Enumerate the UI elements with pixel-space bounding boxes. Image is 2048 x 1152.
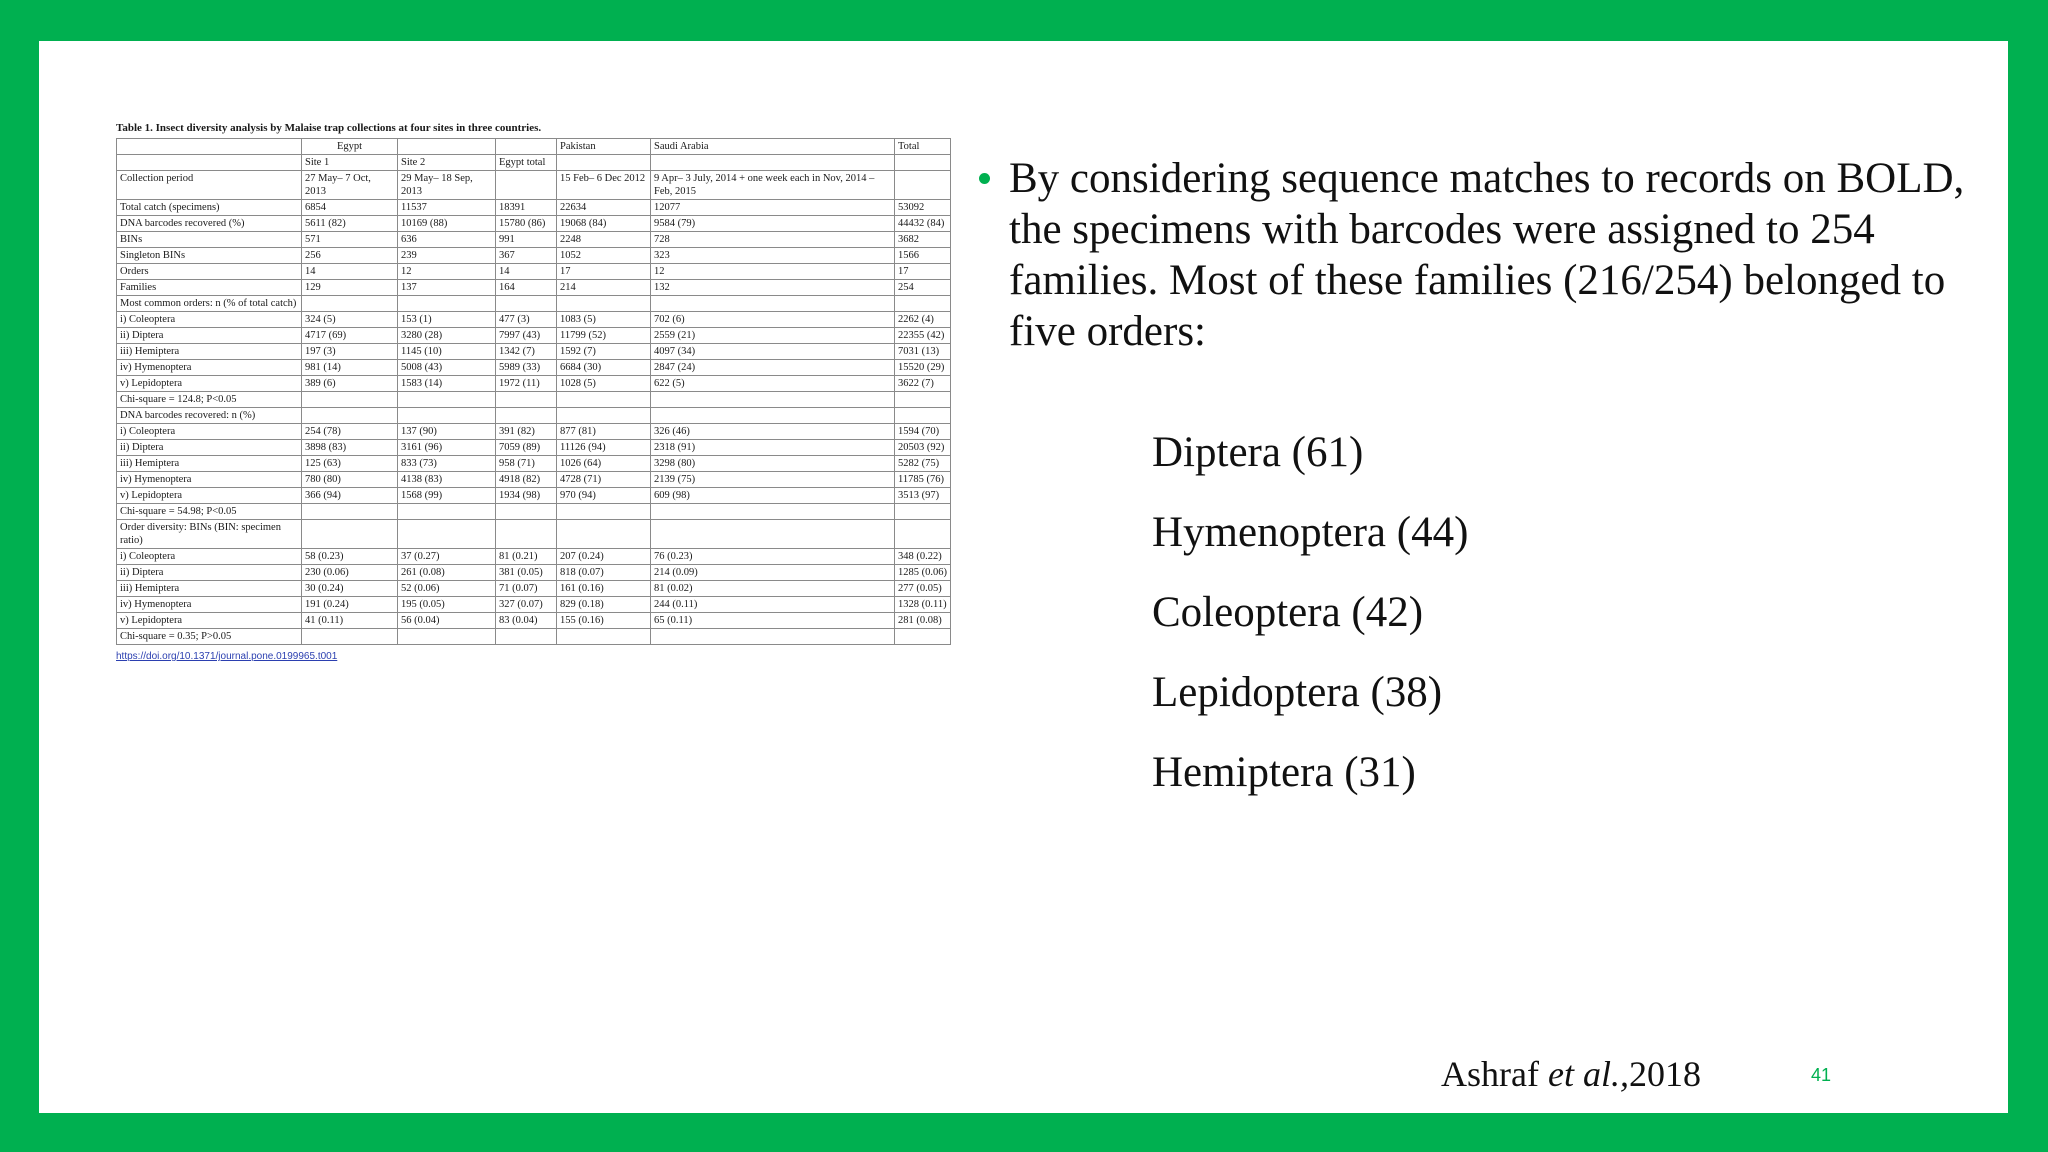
table-cell: 991 [496, 232, 557, 248]
table-cell: 818 (0.07) [557, 565, 651, 581]
table-cell [302, 296, 398, 312]
order-item: Lepidoptera (38) [1152, 669, 1443, 716]
table-cell: 15780 (86) [496, 216, 557, 232]
table-cell: 81 (0.02) [651, 581, 895, 597]
table-row [117, 312, 951, 328]
bullet-point [979, 153, 1979, 357]
table-cell: 2139 (75) [651, 472, 895, 488]
table-cell: 20503 (92) [895, 440, 951, 456]
table-row-label: DNA barcodes recovered: n (%) [117, 408, 302, 424]
table-cell: 3280 (28) [398, 328, 496, 344]
table-cell: 52 (0.06) [398, 581, 496, 597]
table-cell: 381 (0.05) [496, 565, 557, 581]
table-cell [496, 520, 557, 549]
table-cell [895, 171, 951, 200]
table-cell [398, 296, 496, 312]
table-cell: 3622 (7) [895, 376, 951, 392]
table-cell [557, 392, 651, 408]
table-row [117, 139, 951, 155]
table-cell: 4097 (34) [651, 344, 895, 360]
table-cell: 1583 (14) [398, 376, 496, 392]
table-cell [302, 408, 398, 424]
table-cell: 7031 (13) [895, 344, 951, 360]
table-cell: 622 (5) [651, 376, 895, 392]
table-cell: 44432 (84) [895, 216, 951, 232]
table-cell: 2318 (91) [651, 440, 895, 456]
table-cell: 76 (0.23) [651, 549, 895, 565]
table-cell [651, 392, 895, 408]
table-row [117, 360, 951, 376]
table-row [117, 344, 951, 360]
table-row-label: Collection period [117, 171, 302, 200]
table-row [117, 376, 951, 392]
table-row-label [117, 139, 302, 155]
table-row [117, 328, 951, 344]
table-cell [651, 504, 895, 520]
table-cell: 10169 (88) [398, 216, 496, 232]
table-cell: 71 (0.07) [496, 581, 557, 597]
table-cell: 1342 (7) [496, 344, 557, 360]
table-cell: 4918 (82) [496, 472, 557, 488]
table-cell: 571 [302, 232, 398, 248]
table-cell: 366 (94) [302, 488, 398, 504]
table-row [117, 248, 951, 264]
table-row [117, 629, 951, 645]
table-cell: Egypt [302, 139, 398, 155]
table-cell [496, 629, 557, 645]
table-cell: 11785 (76) [895, 472, 951, 488]
table-row-label: iii) Hemiptera [117, 456, 302, 472]
table-cell [398, 392, 496, 408]
table-cell: 230 (0.06) [302, 565, 398, 581]
table-cell: 56 (0.04) [398, 613, 496, 629]
table-cell: 6854 [302, 200, 398, 216]
table-cell [895, 520, 951, 549]
table-cell: 1145 (10) [398, 344, 496, 360]
table-cell: 22634 [557, 200, 651, 216]
table-cell [496, 504, 557, 520]
table-row-label: DNA barcodes recovered (%) [117, 216, 302, 232]
table-cell: Total [895, 139, 951, 155]
table-cell [496, 392, 557, 408]
table-cell: 14 [302, 264, 398, 280]
table-cell: 41 (0.11) [302, 613, 398, 629]
table-cell: 728 [651, 232, 895, 248]
order-item: Hemiptera (31) [1152, 749, 1416, 796]
table-row-label: Total catch (specimens) [117, 200, 302, 216]
table-cell: 256 [302, 248, 398, 264]
table-cell: 389 (6) [302, 376, 398, 392]
table-cell [557, 504, 651, 520]
table-cell: 5989 (33) [496, 360, 557, 376]
table-cell: 348 (0.22) [895, 549, 951, 565]
table-cell: 877 (81) [557, 424, 651, 440]
table-cell: 37 (0.27) [398, 549, 496, 565]
table-cell: 833 (73) [398, 456, 496, 472]
order-item: Coleoptera (42) [1152, 589, 1424, 636]
table-row-label: ii) Diptera [117, 565, 302, 581]
table-row-label: Chi-square = 54.98; P<0.05 [117, 504, 302, 520]
table-row [117, 581, 951, 597]
table-cell: 195 (0.05) [398, 597, 496, 613]
table-row [117, 280, 951, 296]
table-row-label: Orders [117, 264, 302, 280]
table-cell: 780 (80) [302, 472, 398, 488]
table-cell: 323 [651, 248, 895, 264]
table-cell: 1328 (0.11) [895, 597, 951, 613]
table-cell: 4138 (83) [398, 472, 496, 488]
table-cell [895, 629, 951, 645]
table-cell: Site 2 [398, 155, 496, 171]
table-cell: 326 (46) [651, 424, 895, 440]
table-cell: 3513 (97) [895, 488, 951, 504]
table-cell: 27 May– 7 Oct, 2013 [302, 171, 398, 200]
table-row [117, 264, 951, 280]
citation-year: 2018 [1628, 1054, 1701, 1094]
table-cell: 22355 (42) [895, 328, 951, 344]
table-cell: 161 (0.16) [557, 581, 651, 597]
table-cell [895, 296, 951, 312]
order-item: Diptera (61) [1152, 429, 1364, 476]
table-cell [895, 155, 951, 171]
table-cell [398, 520, 496, 549]
table-cell [302, 629, 398, 645]
table-cell [557, 408, 651, 424]
table-caption: Table 1. Insect diversity analysis by Malaise trap collections at four sites in three countries. [116, 122, 542, 134]
table-cell [557, 155, 651, 171]
page-number: 41 [1811, 1065, 1832, 1085]
table-cell: 6684 (30) [557, 360, 651, 376]
table-cell [651, 155, 895, 171]
table-cell: 125 (63) [302, 456, 398, 472]
order-item: Hymenoptera (44) [1152, 509, 1469, 556]
table-doi-link[interactable]: https://doi.org/10.1371/journal.pone.0199965.t001 [116, 651, 338, 662]
table-row [117, 171, 951, 200]
insect-diversity-table [116, 138, 951, 645]
table-cell: 970 (94) [557, 488, 651, 504]
table-row [117, 392, 951, 408]
table-cell: 65 (0.11) [651, 613, 895, 629]
table-cell: 15520 (29) [895, 360, 951, 376]
table-cell: 155 (0.16) [557, 613, 651, 629]
table-row [117, 424, 951, 440]
table-row [117, 613, 951, 629]
table-cell [557, 296, 651, 312]
table-cell: Site 1 [302, 155, 398, 171]
table-cell: 5282 (75) [895, 456, 951, 472]
table-cell: 19068 (84) [557, 216, 651, 232]
table-row-label: ii) Diptera [117, 440, 302, 456]
table-cell: 164 [496, 280, 557, 296]
table-row-label: i) Coleoptera [117, 312, 302, 328]
table-cell: 1566 [895, 248, 951, 264]
table-cell: 132 [651, 280, 895, 296]
table-cell: 3298 (80) [651, 456, 895, 472]
bullet-dot-icon [979, 173, 990, 184]
table-image [116, 122, 991, 662]
table-cell: 18391 [496, 200, 557, 216]
table-row-label [117, 155, 302, 171]
table-cell: 3161 (96) [398, 440, 496, 456]
table-cell: 197 (3) [302, 344, 398, 360]
table-row [117, 597, 951, 613]
table-cell: 239 [398, 248, 496, 264]
table-cell [895, 504, 951, 520]
table-cell: 58 (0.23) [302, 549, 398, 565]
table-cell: 137 (90) [398, 424, 496, 440]
table-row-label: i) Coleoptera [117, 424, 302, 440]
table-cell: 83 (0.04) [496, 613, 557, 629]
table-cell [398, 408, 496, 424]
citation-author: Ashraf [1441, 1054, 1548, 1094]
table-cell: Pakistan [557, 139, 651, 155]
table-cell: 1285 (0.06) [895, 565, 951, 581]
table-cell: 214 [557, 280, 651, 296]
table-cell [398, 139, 496, 155]
table-row-label: v) Lepidoptera [117, 376, 302, 392]
table-row [117, 200, 951, 216]
table-cell: 81 (0.21) [496, 549, 557, 565]
table-cell: 1934 (98) [496, 488, 557, 504]
table-cell: 702 (6) [651, 312, 895, 328]
table-row-label: iv) Hymenoptera [117, 472, 302, 488]
table-cell: 981 (14) [302, 360, 398, 376]
table-row-label: BINs [117, 232, 302, 248]
table-cell: 1052 [557, 248, 651, 264]
table-cell: 254 [895, 280, 951, 296]
table-row-label: iii) Hemiptera [117, 344, 302, 360]
table-cell: 53092 [895, 200, 951, 216]
table-cell: 12077 [651, 200, 895, 216]
table-row [117, 504, 951, 520]
table-cell: 4717 (69) [302, 328, 398, 344]
table-row [117, 216, 951, 232]
table-cell [651, 520, 895, 549]
table-cell: 12 [651, 264, 895, 280]
table-row [117, 155, 951, 171]
table-row [117, 549, 951, 565]
table-row-label: Chi-square = 0.35; P>0.05 [117, 629, 302, 645]
table-cell: 12 [398, 264, 496, 280]
table-cell: 191 (0.24) [302, 597, 398, 613]
table-row-label: Families [117, 280, 302, 296]
table-cell: 30 (0.24) [302, 581, 398, 597]
table-row-label: iii) Hemiptera [117, 581, 302, 597]
table-cell: 2847 (24) [651, 360, 895, 376]
table-cell: 11126 (94) [557, 440, 651, 456]
table-cell: 9584 (79) [651, 216, 895, 232]
table-cell: 1083 (5) [557, 312, 651, 328]
table-row [117, 488, 951, 504]
table-cell [398, 629, 496, 645]
table-row [117, 440, 951, 456]
table-cell: 11799 (52) [557, 328, 651, 344]
table-row-label: v) Lepidoptera [117, 613, 302, 629]
table-cell: 1594 (70) [895, 424, 951, 440]
table-cell: 1028 (5) [557, 376, 651, 392]
table-cell: 9 Apr– 3 July, 2014 + one week each in Nov, 2014 –Feb, 2015 [651, 171, 895, 200]
table-cell: 207 (0.24) [557, 549, 651, 565]
table-row-label: iv) Hymenoptera [117, 597, 302, 613]
table-cell: 15 Feb– 6 Dec 2012 [557, 171, 651, 200]
table-cell: 277 (0.05) [895, 581, 951, 597]
table-cell: 1592 (7) [557, 344, 651, 360]
table-cell: 2262 (4) [895, 312, 951, 328]
table-cell: 137 [398, 280, 496, 296]
table-cell: 327 (0.07) [496, 597, 557, 613]
table-cell: 214 (0.09) [651, 565, 895, 581]
table-cell [557, 629, 651, 645]
table-cell: 11537 [398, 200, 496, 216]
table-cell: 17 [557, 264, 651, 280]
table-cell: 244 (0.11) [651, 597, 895, 613]
slide [39, 41, 2008, 1113]
table-cell [895, 408, 951, 424]
table-cell [496, 408, 557, 424]
table-cell: Egypt total [496, 155, 557, 171]
table-row [117, 296, 951, 312]
table-cell: 3682 [895, 232, 951, 248]
table-cell [651, 408, 895, 424]
table-row-label: Order diversity: BINs (BIN: specimen ratio) [117, 520, 302, 549]
table-cell: 324 (5) [302, 312, 398, 328]
table-cell: 477 (3) [496, 312, 557, 328]
table-cell [302, 392, 398, 408]
table-row-label: v) Lepidoptera [117, 488, 302, 504]
table-cell: 1568 (99) [398, 488, 496, 504]
table-cell: 391 (82) [496, 424, 557, 440]
table-cell: 1972 (11) [496, 376, 557, 392]
table-cell: 281 (0.08) [895, 613, 951, 629]
table-cell: Saudi Arabia [651, 139, 895, 155]
table-row [117, 565, 951, 581]
table-cell [302, 520, 398, 549]
table-row-label: ii) Diptera [117, 328, 302, 344]
table-row-label: Most common orders: n (% of total catch) [117, 296, 302, 312]
table-cell: 14 [496, 264, 557, 280]
table-cell: 254 (78) [302, 424, 398, 440]
table-row [117, 472, 951, 488]
bullet-text: By considering sequence matches to records on BOLD, the specimens with barcodes were assigned to 254 families. Most of these families (216/254) belonged to five orders: [1009, 155, 1965, 355]
table-cell: 609 (98) [651, 488, 895, 504]
table-row [117, 456, 951, 472]
table-cell [496, 171, 557, 200]
table-row [117, 232, 951, 248]
table-cell: 17 [895, 264, 951, 280]
table-cell [496, 296, 557, 312]
table-cell: 4728 (71) [557, 472, 651, 488]
table-cell: 3898 (83) [302, 440, 398, 456]
table-cell [651, 629, 895, 645]
table-cell [651, 296, 895, 312]
table-cell: 636 [398, 232, 496, 248]
table-cell: 2559 (21) [651, 328, 895, 344]
table-cell: 7997 (43) [496, 328, 557, 344]
table-cell: 261 (0.08) [398, 565, 496, 581]
table-cell: 1026 (64) [557, 456, 651, 472]
table-cell [302, 504, 398, 520]
table-cell: 7059 (89) [496, 440, 557, 456]
table-cell: 958 (71) [496, 456, 557, 472]
table-row [117, 520, 951, 549]
table-cell: 829 (0.18) [557, 597, 651, 613]
table-row-label: Singleton BINs [117, 248, 302, 264]
table-row-label: iv) Hymenoptera [117, 360, 302, 376]
table-cell: 129 [302, 280, 398, 296]
table-cell: 5611 (82) [302, 216, 398, 232]
table-cell: 29 May– 18 Sep, 2013 [398, 171, 496, 200]
table-cell [895, 392, 951, 408]
citation [1441, 1053, 1701, 1095]
table-cell: 5008 (43) [398, 360, 496, 376]
table-cell [398, 504, 496, 520]
table-row-label: i) Coleoptera [117, 549, 302, 565]
citation-etal: et al., [1547, 1054, 1629, 1094]
orders-list [1152, 413, 1468, 813]
table-row [117, 408, 951, 424]
table-cell [496, 139, 557, 155]
table-cell: 153 (1) [398, 312, 496, 328]
table-cell: 367 [496, 248, 557, 264]
table-row-label: Chi-square = 124.8; P<0.05 [117, 392, 302, 408]
table-cell: 2248 [557, 232, 651, 248]
table-cell [557, 520, 651, 549]
